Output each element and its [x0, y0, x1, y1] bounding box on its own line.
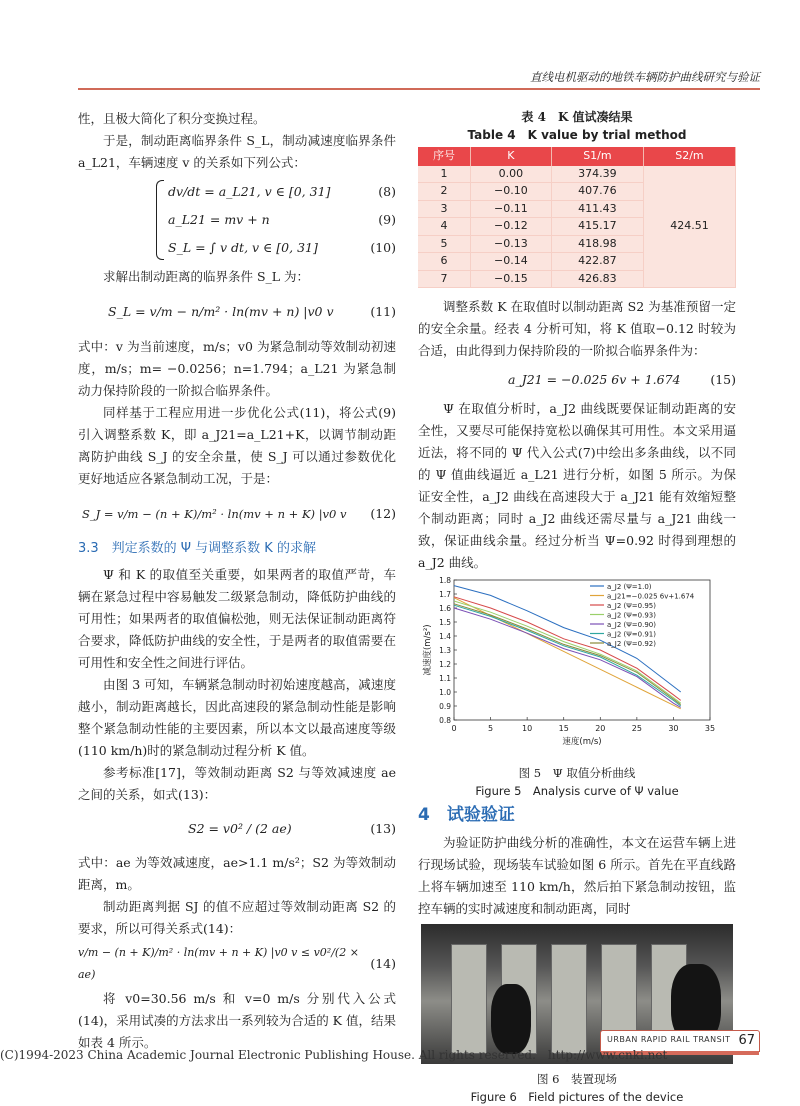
paragraph: 求解出制动距离的临界条件 S_L 为： — [103, 269, 310, 284]
brace — [156, 180, 164, 260]
header-rule — [78, 88, 760, 90]
x-tick-label: 0 — [451, 724, 457, 733]
equipment-rack — [451, 944, 487, 1054]
paragraph: 制动距离判据 SJ 的值不应超过等效制动距离 S2 的要求，所以可得关系式(14)： — [78, 899, 396, 936]
table-header: 序号 — [418, 147, 470, 166]
y-tick-label: 1.2 — [439, 660, 451, 669]
equation-15: a_J21 = −0.025 6v + 1.674 — [508, 372, 681, 387]
paragraph: 为验证防护曲线分析的准确性，本文在运营车辆上进行现场试验，现场装车试验如图 6 所示。首先在平直线路上将车辆加速至 110 km/h，然后拍下紧急制动按钮，监控车辆的实时减速度和制动距离，同时 — [418, 835, 736, 916]
table-cell: 4 — [418, 218, 470, 236]
table-cell: 407.76 — [551, 183, 643, 201]
table-cell: 415.17 — [551, 218, 643, 236]
equation-number: (12) — [370, 506, 396, 521]
legend-label: a_J2 (Ψ=0.91) — [607, 630, 656, 639]
table-cell: 3 — [418, 200, 470, 218]
table-cell: 422.87 — [551, 253, 643, 271]
y-tick-label: 1.8 — [439, 576, 451, 585]
legend-label: a_J21=−0.025 6v+1.674 — [607, 592, 695, 601]
table-cell: 374.39 — [551, 166, 643, 183]
section-heading: 3.3 判定系数的 Ψ 与调整系数 K 的求解 — [78, 541, 316, 556]
y-tick-label: 1.3 — [439, 646, 451, 655]
k-value-table — [418, 147, 736, 288]
psi-analysis-chart — [418, 574, 736, 764]
x-tick-label: 20 — [595, 724, 606, 733]
running-title: 直线电机驱动的地铁车辆防护曲线研究与验证 — [530, 70, 760, 84]
equation-9: a_L21 = mv + n — [168, 212, 270, 227]
legend-label: a_J2 (Ψ=0.93) — [607, 611, 656, 620]
right-column — [418, 108, 736, 1106]
table-cell-merged: 424.51 — [643, 166, 735, 288]
equation-number: (10) — [370, 240, 396, 255]
equation-system — [78, 178, 396, 262]
x-tick-label: 15 — [558, 724, 569, 733]
x-tick-label: 35 — [704, 724, 716, 733]
equation-number: (14) — [370, 956, 396, 971]
paragraph: 参考标准[17]，等效制动距离 S2 与等效减速度 ae 之间的关系，如式(13)： — [78, 765, 396, 802]
x-tick-label: 30 — [668, 724, 679, 733]
x-axis-label: 速度(m/s) — [562, 737, 602, 747]
equation-13: S2 = v0² / (2 ae) — [188, 821, 292, 836]
table-cell: 418.98 — [551, 235, 643, 253]
table-caption-cn: 表 4 K 值试凑结果 — [521, 110, 633, 124]
paragraph: 式中：ae 为等效减速度，ae>1.1 m/s²；S2 为等效制动距离，m。 — [78, 855, 396, 892]
table-cell: 7 — [418, 270, 470, 288]
section-heading: 4 试验验证 — [418, 805, 515, 825]
legend-label: a_J2 (Ψ=0.90) — [607, 621, 656, 629]
equation-12: S_J = v/m − (n + K)/m² · ln(mv + n + K) |v0 v — [82, 507, 347, 521]
table-cell: 2 — [418, 183, 470, 201]
table-cell: 426.83 — [551, 270, 643, 288]
equation-number: (11) — [370, 304, 396, 319]
paragraph: 调整系数 K 在取值时以制动距离 S2 为基准预留一定的安全余量。经表 4 分析可知，将 K 值取−0.12 时较为合适，由此得到力保持阶段的一阶拟合临界条件为： — [418, 299, 736, 358]
table-cell: 0.00 — [470, 166, 551, 183]
figure-caption-en: Figure 6 Field pictures of the device — [470, 1090, 684, 1104]
journal-name: URBAN RAPID RAIL TRANSIT — [607, 1035, 731, 1044]
table-cell: −0.11 — [470, 200, 551, 218]
table-cell: −0.13 — [470, 235, 551, 253]
legend-label: a_J2 (Ψ=0.92) — [607, 640, 656, 648]
x-tick-label: 5 — [488, 724, 494, 733]
figure-caption-cn: 图 6 装置现场 — [537, 1072, 617, 1086]
equation-11: S_L = v/m − n/m² · ln(mv + n) |v0 v — [108, 304, 334, 319]
figure-caption-cn: 图 5 Ψ 取值分析曲线 — [518, 766, 636, 780]
table-header: K — [470, 147, 551, 166]
y-tick-label: 1.6 — [439, 604, 451, 613]
figure-caption-en: Figure 5 Analysis curve of Ψ value — [475, 784, 679, 798]
table-cell: −0.15 — [470, 270, 551, 288]
y-axis-label: 减速度(m/s²) — [423, 624, 433, 676]
table-header: S2/m — [643, 147, 735, 166]
table-cell: −0.14 — [470, 253, 551, 271]
table-cell: −0.10 — [470, 183, 551, 201]
y-tick-label: 0.8 — [439, 716, 451, 725]
table-cell: 5 — [418, 235, 470, 253]
table-caption-en: Table 4 K value by trial method — [467, 128, 687, 142]
equation-number: (9) — [378, 212, 396, 227]
equation-number: (13) — [370, 821, 396, 836]
table-row — [418, 166, 736, 183]
paragraph: 同样基于工程应用进一步优化公式(11)，将公式(9)引入调整系数 K，即 a_J21=a_L21+K，以调节制动距离防护曲线 S_J 的安全余量，使 S_J 可以通过参数优化更好地适应各紧急制动工况，于是： — [78, 405, 396, 486]
equation-8: dv/dt = a_L21, v ∈ [0, 31] — [168, 184, 331, 199]
table-cell: 1 — [418, 166, 470, 183]
table-header-row — [418, 147, 736, 166]
legend-label: a_J2 (Ψ=1.0) — [607, 583, 652, 591]
paragraph: 将 v0=30.56 m/s 和 v=0 m/s 分别代入公式(14)，采用试凑的方法求出一系列较为合适的 K 值，结果如表 4 所示。 — [78, 991, 396, 1050]
y-tick-label: 1.1 — [439, 674, 451, 683]
paragraph: 于是，制动距离临界条件 S_L，制动减速度临界条件 a_L21，车辆速度 v 的关系如下列公式： — [78, 133, 396, 170]
table-header: S1/m — [551, 147, 643, 166]
table-cell: 411.43 — [551, 200, 643, 218]
page-number: 67 — [738, 1033, 755, 1048]
legend-label: a_J2 (Ψ=0.95) — [607, 602, 656, 610]
paragraph: 由图 3 可知，车辆紧急制动时初始速度越高，减速度越小，制动距离越长，因此高速段的紧急制动性能是影响整个紧急制动性能的主要因素，所以本文以最高速度等级(110 km/h)时的紧急制动过程分析 K 值。 — [78, 677, 396, 758]
x-tick-label: 10 — [522, 724, 533, 733]
paragraph: 式中：v 为当前速度，m/s；v0 为紧急制动等效制动初速度，m/s；m= −0.0256；n=1.794；a_L21 为紧急制动力保持阶段的一阶拟合临界条件。 — [78, 339, 396, 398]
paragraph: Ψ 在取值分析时，a_J2 曲线既要保证制动距离的安全性，又要尽可能保持宽松以确保其可用性。本文采用逼近法，将不同的 Ψ 代入公式(7)中绘出多条曲线，以不同的 Ψ 值曲线逼近 a_L21 进行分析，如图 5 所示。为保证安全性，a_J2 曲线在高速段大于 a_J21 能有效缩短整个制动距离；同时 a_J2 曲线还需尽量与 a_J21 曲线一致，保证曲线余量。经过分析当 Ψ=0.92 时得到理想的 a_J2 曲线。 — [418, 401, 736, 570]
x-tick-label: 25 — [631, 724, 642, 733]
table-cell: 6 — [418, 253, 470, 271]
paragraph: 性，且极大简化了积分变换过程。 — [78, 111, 266, 126]
equation-10: S_L = ∫ v dt, v ∈ [0, 31] — [168, 240, 318, 255]
equation-14: v/m − (n + K)/m² · ln(mv + n + K) |v0 v ≤ v0²/(2 × ae) — [78, 946, 359, 981]
equation-number: (8) — [378, 184, 396, 199]
y-tick-label: 1.5 — [439, 618, 451, 627]
equipment-rack — [551, 944, 587, 1054]
figure-5-chart — [418, 574, 736, 764]
copyright-notice: (C)1994-2023 China Academic Journal Electronic Publishing House. All rights reserved. http://www.cnki.net — [0, 1048, 668, 1062]
y-tick-label: 0.9 — [439, 702, 451, 711]
equation-number: (15) — [710, 372, 736, 387]
y-tick-label: 1.4 — [439, 632, 451, 641]
table-cell: −0.12 — [470, 218, 551, 236]
paragraph: Ψ 和 K 的取值至关重要，如果两者的取值严苛，车辆在紧急过程中容易触发二级紧急制动，降低防护曲线的可用性；如果两者的取值偏松弛，则无法保证制动距离符合要求，降低防护曲线的安全性，于是两者的取值需要在可用性和安全性之间进行评估。 — [78, 567, 396, 670]
y-tick-label: 1.0 — [439, 688, 451, 697]
y-tick-label: 1.7 — [439, 590, 451, 599]
left-column — [78, 108, 396, 1054]
